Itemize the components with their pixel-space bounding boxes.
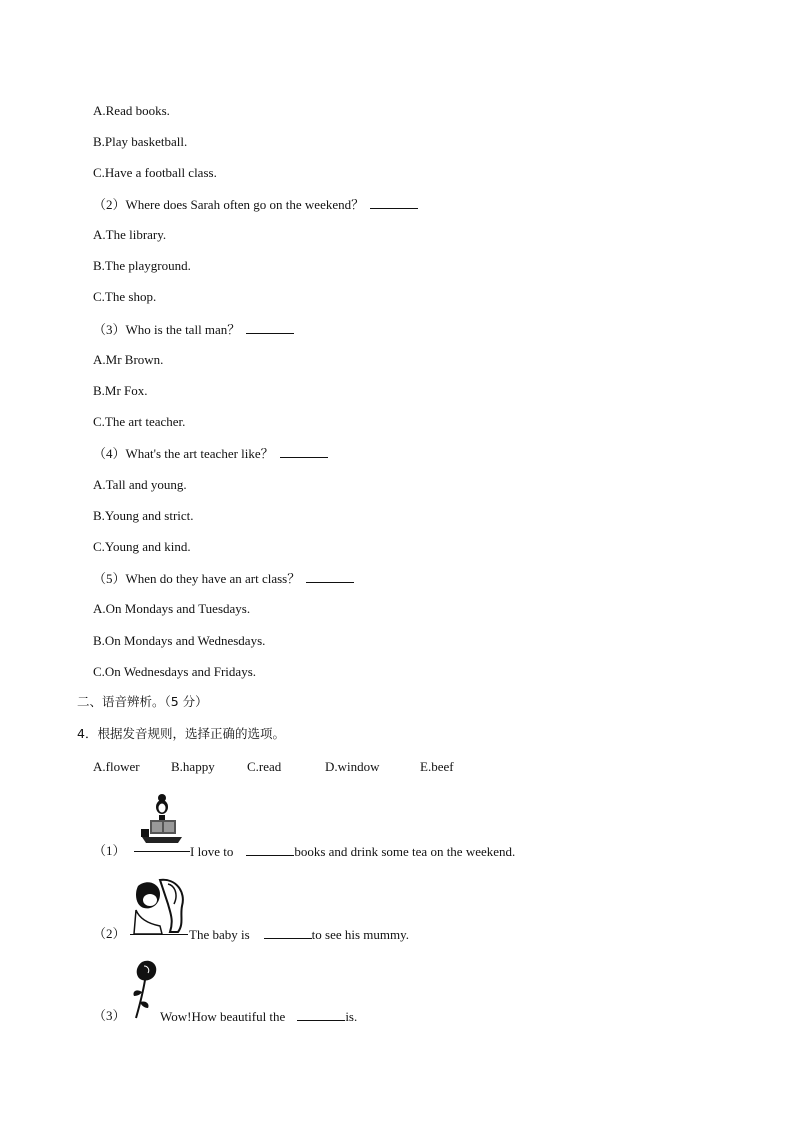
section-heading: 二、语音辨析。（5 分） — [77, 694, 208, 709]
sentence-1-after: books and drink some tea on the weekend. — [294, 844, 516, 859]
sentence-2-after: to see his mummy. — [311, 927, 410, 942]
sentence-2-before: The baby is — [189, 927, 250, 942]
option-2a: A.The library. — [93, 227, 167, 242]
sentence-1-before: I love to — [190, 844, 234, 859]
answer-blank[interactable] — [246, 843, 294, 856]
question-4-title: 4．根据发音规则，选择正确的选项。 — [77, 726, 285, 741]
choice-a: A.flower — [93, 759, 140, 774]
option-3a: A.Mr Brown. — [93, 352, 164, 367]
girl-reading-image — [132, 793, 190, 855]
option-1a: A.Read books. — [93, 103, 170, 118]
option-5c: C.On Wednesdays and Fridays. — [93, 664, 257, 679]
sentence-3-before: Wow!How beautiful the — [160, 1009, 286, 1024]
question-4 — [93, 445, 328, 462]
option-1b: B.Play basketball. — [93, 134, 188, 149]
option-4c: C.Young and kind. — [93, 539, 191, 554]
question-5 — [93, 570, 354, 587]
answer-blank[interactable] — [246, 321, 294, 334]
option-4a: A.Tall and young. — [93, 477, 187, 492]
choice-b: B.happy — [171, 759, 215, 774]
answer-blank[interactable] — [370, 196, 418, 209]
sentence-3-after: is. — [345, 1009, 358, 1024]
option-3c: C.The art teacher. — [93, 414, 186, 429]
sentence-1-body — [190, 843, 515, 860]
choice-d: D.window — [325, 759, 380, 774]
question-2 — [93, 196, 418, 213]
option-1c: C.Have a football class. — [93, 165, 217, 180]
option-2c: C.The shop. — [93, 289, 157, 304]
option-2b: B.The playground. — [93, 258, 191, 273]
answer-blank[interactable] — [264, 926, 312, 939]
answer-blank[interactable] — [297, 1008, 345, 1021]
question-5-text: （5）When do they have an art class？ — [93, 571, 301, 586]
option-5a: A.On Mondays and Tuesdays. — [93, 601, 251, 616]
option-5b: B.On Mondays and Wednesdays. — [93, 633, 266, 648]
sentence-2 — [93, 926, 126, 942]
sentence-3 — [93, 1008, 126, 1024]
option-3b: B.Mr Fox. — [93, 383, 148, 398]
answer-blank[interactable] — [306, 570, 354, 583]
question-3 — [93, 321, 294, 338]
question-3-text: （3）Who is the tall man？ — [93, 322, 241, 337]
choice-e: E.beef — [420, 759, 454, 774]
sentence-1-number: （1） — [93, 843, 126, 858]
sentence-3-number: （3） — [93, 1008, 126, 1023]
question-2-text: （2）Where does Sarah often go on the weekend？ — [93, 197, 365, 212]
rose-flower-image — [128, 958, 162, 1020]
sentence-1 — [93, 843, 126, 859]
option-4b: B.Young and strict. — [93, 508, 194, 523]
sentence-2-number: （2） — [93, 926, 126, 941]
question-4-text: （4）What's the art teacher like？ — [93, 446, 274, 461]
choice-c: C.read — [247, 759, 282, 774]
sentence-3-body — [160, 1008, 357, 1025]
mother-baby-image — [130, 876, 188, 938]
answer-blank[interactable] — [280, 445, 328, 458]
sentence-2-body — [189, 926, 409, 943]
